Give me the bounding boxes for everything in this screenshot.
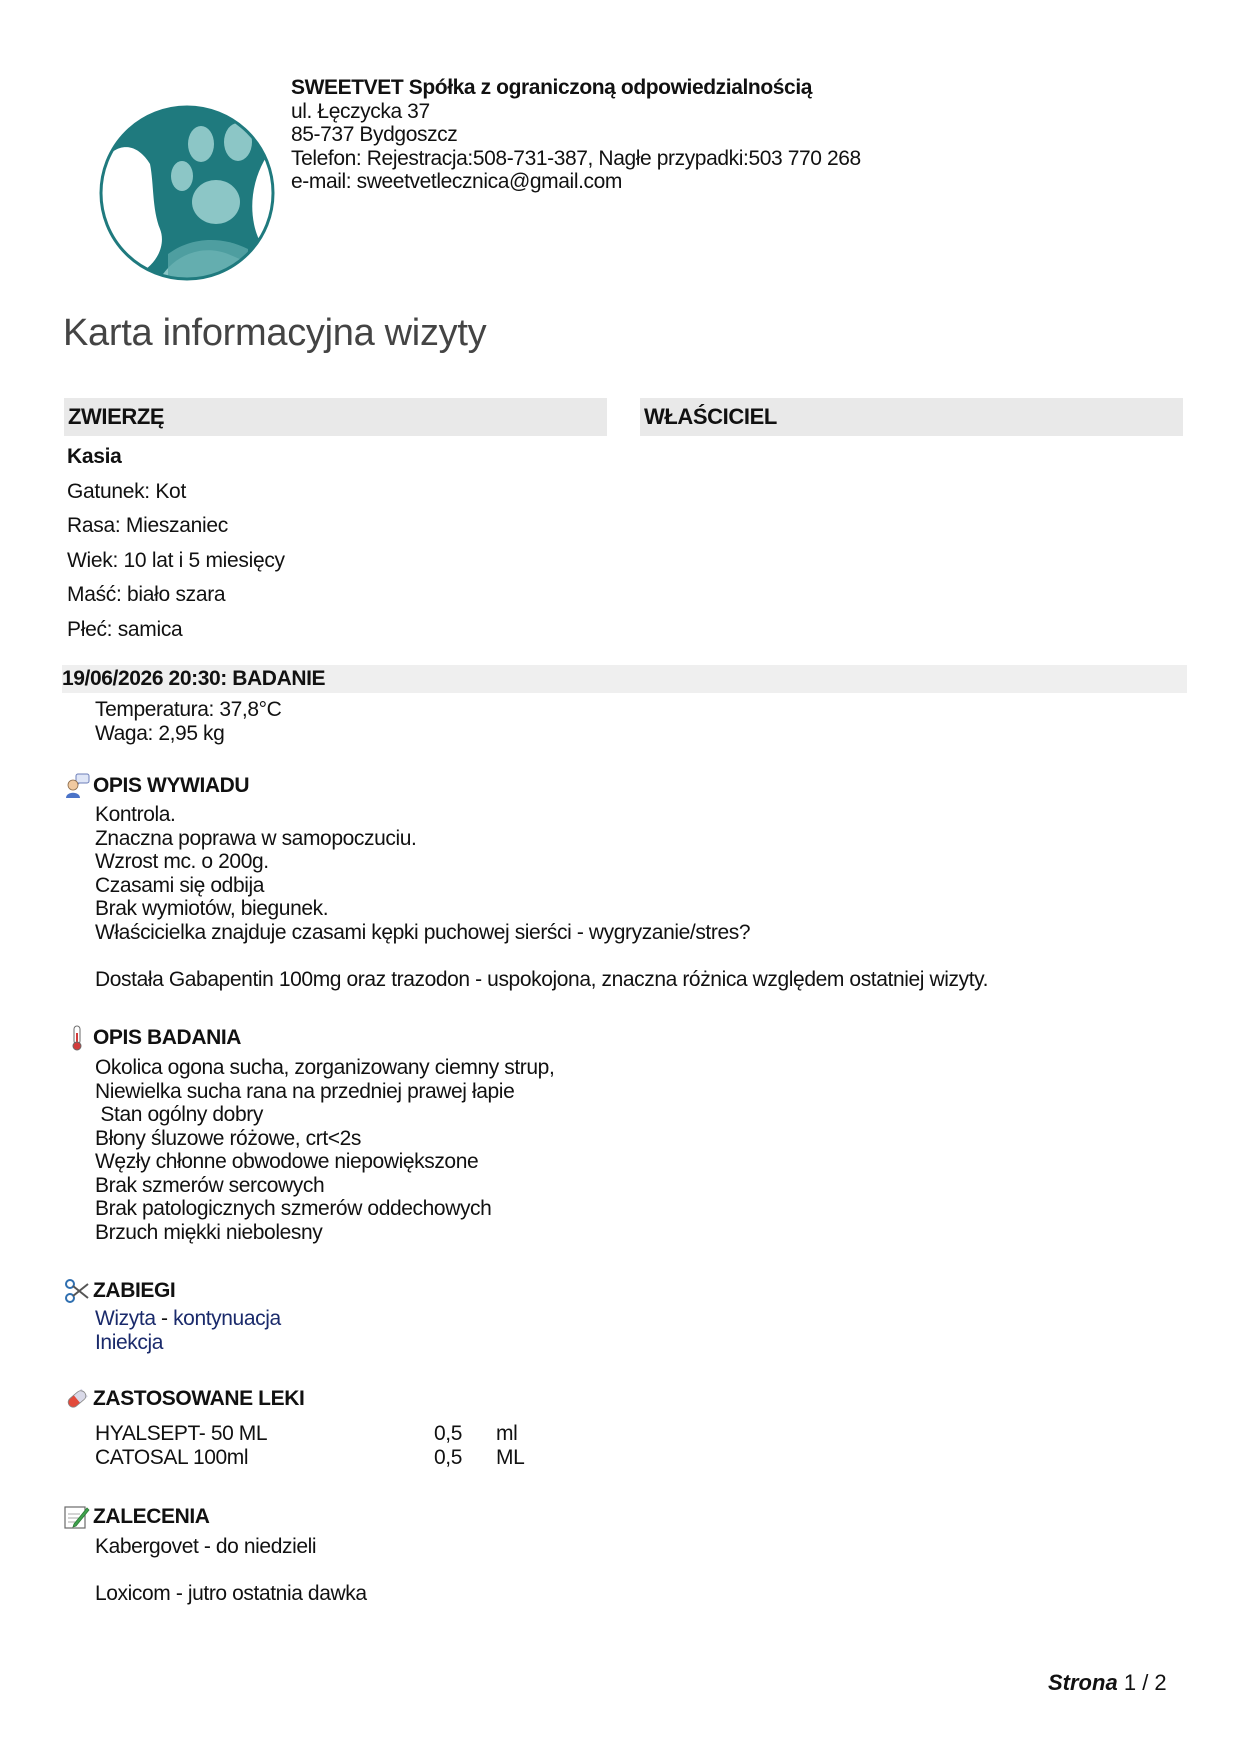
history-line: Wzrost mc. o 200g. — [95, 850, 269, 873]
page-label: Strona — [1048, 1670, 1118, 1695]
visit-weight: Waga: 2,95 kg — [95, 721, 225, 745]
pill-icon — [64, 1386, 90, 1412]
procedure-link-injection[interactable]: Iniekcja — [95, 1330, 164, 1354]
recommendations-section-header — [64, 1503, 210, 1531]
procedure-link-continuation[interactable]: kontynuacja — [173, 1307, 281, 1330]
animal-name: Kasia — [67, 445, 122, 468]
history-line: Właścicielka znajduje czasami kępki puchowej sierści - wygryzanie/stres? — [95, 920, 751, 944]
exam-text — [95, 1056, 554, 1244]
visit-header: 19/06/2026 20:30: BADANIE — [62, 665, 1187, 693]
procedure-separator: - — [155, 1307, 174, 1330]
medication-name: HYALSEPT- 50 ML — [95, 1422, 268, 1445]
exam-line: Błony śluzowe różowe, crt<2s — [95, 1126, 362, 1150]
clinic-info — [291, 76, 861, 194]
medication-unit: ML — [496, 1445, 525, 1469]
history-line: Kontrola. — [95, 803, 176, 826]
clinic-street: ul. Łęczycka 37 — [291, 99, 430, 123]
recommendations-title: ZALECENIA — [93, 1505, 210, 1528]
history-line: Brak wymiotów, biegunek. — [95, 897, 329, 920]
visit-vitals — [95, 698, 281, 745]
interview-icon — [64, 773, 90, 799]
scissors-icon — [64, 1278, 90, 1304]
exam-line: Stan ogólny dobry — [95, 1103, 263, 1126]
owner-section-header: WŁAŚCICIEL — [640, 398, 1183, 436]
animal-breed: Rasa: Mieszaniec — [67, 514, 228, 537]
animal-details — [67, 440, 285, 647]
procedure-item — [95, 1307, 281, 1331]
clinic-city: 85-737 Bydgoszcz — [291, 123, 458, 146]
animal-species: Gatunek: Kot — [67, 479, 186, 503]
thermometer-icon — [64, 1025, 90, 1051]
animal-section-header: ZWIERZĘ — [64, 398, 607, 436]
history-title: OPIS WYWIADU — [93, 774, 250, 797]
procedures-list — [95, 1307, 281, 1354]
page-total: / 2 — [1142, 1670, 1167, 1695]
medications-title: ZASTOSOWANE LEKI — [93, 1387, 305, 1410]
clinic-email: e-mail: sweetvetlecznica@gmail.com — [291, 170, 622, 193]
exam-line: Węzły chłonne obwodowe niepowiększone — [95, 1150, 479, 1173]
procedure-link-visit[interactable]: Wizyta — [95, 1307, 156, 1330]
exam-section-header — [64, 1024, 241, 1052]
animal-color: Maść: biało szara — [67, 583, 226, 606]
medication-name: CATOSAL 100ml — [95, 1445, 249, 1469]
history-line: Znaczna poprawa w samopoczuciu. — [95, 826, 417, 850]
history-text — [95, 803, 988, 991]
note-pencil-icon — [64, 1504, 90, 1530]
recommendation-line: Kabergovet - do niedzieli — [95, 1535, 317, 1558]
medication-unit: ml — [496, 1422, 518, 1445]
document-title: Karta informacyjna wizyty — [63, 312, 487, 354]
procedure-item — [95, 1331, 281, 1355]
recommendations-text — [95, 1535, 367, 1606]
clinic-logo — [98, 104, 276, 282]
history-line — [95, 944, 988, 968]
page-indicator — [1048, 1670, 1167, 1696]
page-current: 1 — [1123, 1670, 1137, 1695]
medications-section-header — [64, 1385, 304, 1413]
exam-line: Brzuch miękki niebolesny — [95, 1220, 323, 1244]
exam-title: OPIS BADANIA — [93, 1026, 242, 1049]
exam-line: Brak patologicznych szmerów oddechowych — [95, 1197, 492, 1220]
history-section-header — [64, 772, 249, 800]
clinic-name: SWEETVET Spółka z ograniczoną odpowiedzialnością — [291, 76, 813, 99]
procedures-title: ZABIEGI — [93, 1279, 176, 1302]
medication-quantity: 0,5 — [434, 1445, 462, 1469]
recommendation-line — [95, 1559, 367, 1583]
history-line: Dostała Gabapentin 100mg oraz trazodon - uspokojona, znaczna różnica względem ostatniej wizyty. — [95, 967, 989, 991]
procedures-section-header — [64, 1277, 175, 1305]
medication-row — [95, 1446, 595, 1470]
history-line: Czasami się odbija — [95, 873, 265, 897]
medications-table — [95, 1422, 595, 1469]
animal-age: Wiek: 10 lat i 5 miesięcy — [67, 548, 285, 572]
exam-line: Brak szmerów sercowych — [95, 1173, 325, 1197]
recommendation-line: Loxicom - jutro ostatnia dawka — [95, 1582, 367, 1605]
animal-sex: Płeć: samica — [67, 617, 183, 641]
clinic-phone: Telefon: Rejestracja:508-731-387, Nagłe przypadki:503 770 268 — [291, 146, 861, 170]
exam-line: Okolica ogona sucha, zorganizowany ciemny strup, — [95, 1056, 555, 1079]
exam-line: Niewielka sucha rana na przedniej prawej łapie — [95, 1079, 515, 1103]
medication-row — [95, 1422, 595, 1446]
visit-temperature: Temperatura: 37,8°C — [95, 698, 282, 721]
medication-quantity: 0,5 — [434, 1422, 462, 1445]
